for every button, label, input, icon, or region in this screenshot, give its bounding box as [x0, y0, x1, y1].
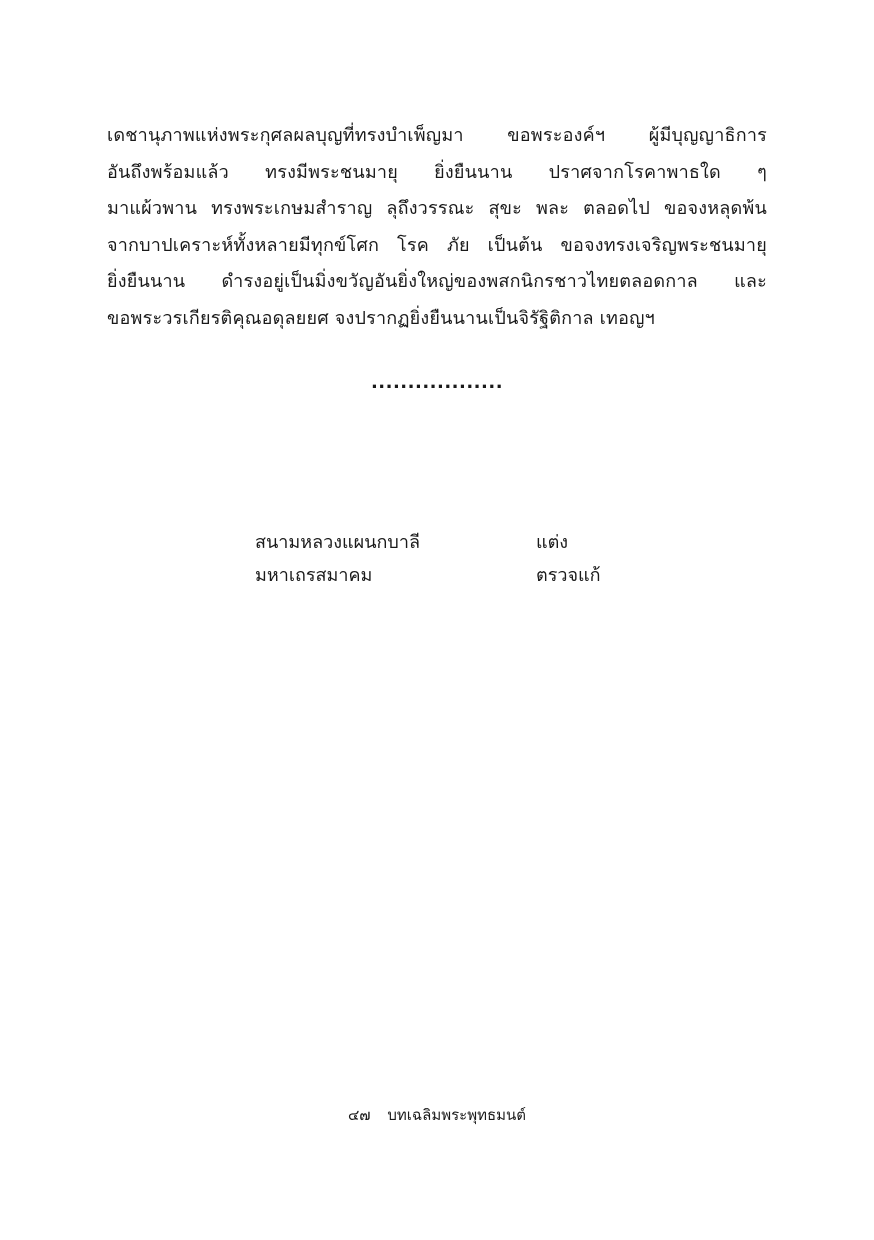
paragraph-line: จากบาปเคราะห์ทั้งหลายมีทุกข์โศก โรค ภัย เป็นต้น ขอจงทรงเจริญพระชนมายุ [107, 234, 767, 256]
section-separator: .................. [370, 372, 504, 393]
credit-row [255, 526, 601, 559]
paragraph-line: ขอพระวรเกียรติคุณอดุลยยศ จงปรากฏยิ่งยืนนานเป็นจิรัฐิติกาล เทอญฯ [107, 307, 655, 329]
credit-name: มหาเถรสมาคม [255, 565, 373, 586]
paragraph-line: ยิ่งยืนนาน ดำรงอยู่เป็นมิ่งขวัญอันยิ่งใหญ่ของพสกนิกรชาวไทยตลอดกาล และ [107, 271, 767, 292]
footer-title: บทเฉลิมพระพุทธมนต์ [387, 1106, 527, 1124]
paragraph-line: มาแผ้วพาน ทรงพระเกษมสำราญ ลุถึงวรรณะ สุขะ พละ ตลอดไป ขอจงหลุดพ้น [107, 198, 767, 219]
credits-block [255, 526, 601, 592]
credit-role: ตรวจแก้ [536, 565, 601, 586]
paragraph-line: อันถึงพร้อมแล้ว ทรงมีพระชนมายุ ยิ่งยืนนาน ปราศจากโรคาพาธใด ๆ [107, 161, 767, 183]
credit-name: สนามหลวงแผนกบาลี [255, 532, 420, 553]
credit-row [255, 559, 601, 592]
page-number: ๔๗ [347, 1106, 371, 1124]
body-paragraph [107, 118, 767, 337]
paragraph-line: เดชานุภาพแห่งพระกุศลผลบุญที่ทรงบำเพ็ญมา ขอพระองค์ฯ ผู้มีบุญญาธิการ [107, 125, 767, 146]
credit-role: แต่ง [536, 532, 569, 553]
page-footer [0, 1103, 874, 1127]
